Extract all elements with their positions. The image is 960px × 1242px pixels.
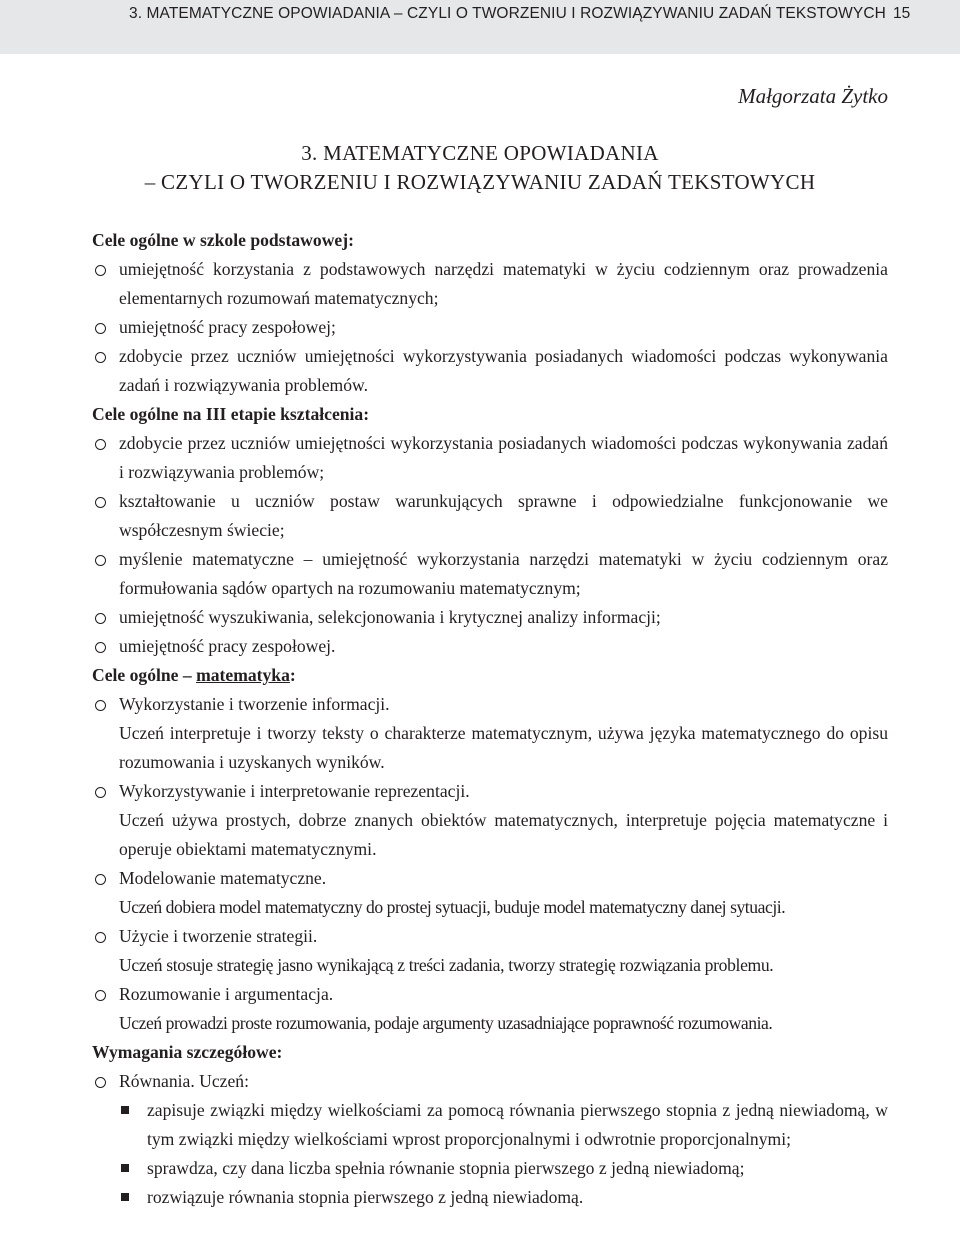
goal-description: Uczeń prowadzi proste rozumowania, podaje argumenty uzasadniające poprawność rozumowania. (119, 1013, 773, 1033)
square-bullet-icon (121, 1193, 129, 1201)
equations-sublist (92, 1096, 888, 1212)
section-heading-stage-goals: Cele ogólne na III etapie kształcenia: (92, 404, 370, 424)
circle-bullet-icon (95, 352, 106, 363)
circle-bullet-icon (95, 787, 106, 798)
list-item: zapisuje związki między wielkościami za pomocą równania pierwszego stopnia z jedną niewiadomą, w tym związki między wielkościami wprost proporcjonalnymi i odwrotnie proporcjonalnymi; (119, 1096, 888, 1154)
page-header (0, 0, 960, 54)
list-item: Wykorzystanie i tworzenie informacji. Uczeń interpretuje i tworzy teksty o charakterze matematycznym, używa języka matematycznego do opisu rozumowania i uzyskanych wyników. (92, 690, 888, 777)
running-header-title: 3. MATEMATYCZNE OPOWIADANIA – CZYLI O TWORZENIU I ROZWIĄZYWANIU ZADAŃ TEKSTOWYCH (129, 5, 886, 22)
list-item: umiejętność wyszukiwania, selekcjonowania i krytycznej analizy informacji; (92, 603, 888, 632)
list-item: rozwiązuje równania stopnia pierwszego z jedną niewiadomą. (119, 1183, 888, 1212)
section-heading-school-goals: Cele ogólne w szkole podstawowej: (92, 230, 354, 250)
circle-bullet-icon (95, 323, 106, 334)
list-item: zdobycie przez uczniów umiejętności wykorzystywania posiadanych wiadomości podczas wykonywania zadań i rozwiązywania problemów. (92, 342, 888, 400)
list-item: Rozumowanie i argumentacja. Uczeń prowadzi proste rozumowania, podaje argumenty uzasadniające poprawność rozumowania. (92, 980, 888, 1038)
circle-bullet-icon (95, 874, 106, 885)
section-heading-requirements: Wymagania szczegółowe: (92, 1042, 283, 1062)
goal-description: Uczeń dobiera model matematyczny do prostej sytuacji, buduje model matematyczny danej sytuacji. (119, 897, 786, 917)
stage-goals-list (92, 429, 888, 661)
chapter-title-line-2: – CZYLI O TWORZENIU I ROZWIĄZYWANIU ZADAŃ TEKSTOWYCH (144, 170, 816, 194)
circle-bullet-icon (95, 1077, 106, 1088)
list-item: sprawdza, czy dana liczba spełnia równanie stopnia pierwszego z jedną niewiadomą; (119, 1154, 888, 1183)
circle-bullet-icon (95, 642, 106, 653)
list-item: Wykorzystywanie i interpretowanie reprezentacji. Uczeń używa prostych, dobrze znanych obiektów matematycznych, interpretuje pojęcia matematyczne i operuje obiektami matematycznymi. (92, 777, 888, 864)
math-goals-list (92, 690, 888, 1038)
chapter-title-line-1: 3. MATEMATYCZNE OPOWIADANIA (301, 141, 659, 165)
section-heading-math-goals: Cele ogólne – matematyka: (92, 665, 296, 685)
list-item: umiejętność pracy zespołowej; (92, 313, 888, 342)
list-item: Równania. Uczeń: (92, 1067, 888, 1096)
circle-bullet-icon (95, 265, 106, 276)
school-goals-list (92, 255, 888, 400)
circle-bullet-icon (95, 439, 106, 450)
circle-bullet-icon (95, 555, 106, 566)
list-item: kształtowanie u uczniów postaw warunkujących sprawne i odpowiedzialne funkcjonowanie we współczesnym świecie; (92, 487, 888, 545)
circle-bullet-icon (95, 990, 106, 1001)
author-name: Małgorzata Żytko (738, 84, 888, 108)
list-item: umiejętność pracy zespołowej. (92, 632, 888, 661)
goal-description: Uczeń stosuje strategię jasno wynikającą z treści zadania, tworzy strategię rozwiązania problemu. (119, 955, 774, 975)
main-content (92, 226, 888, 1212)
goal-description: Uczeń interpretuje i tworzy teksty o charakterze matematycznym, używa języka matematycznego do opisu rozumowania i uzyskanych wyników. (119, 723, 888, 772)
circle-bullet-icon (95, 613, 106, 624)
list-item: Modelowanie matematyczne. Uczeń dobiera model matematyczny do prostej sytuacji, buduje model matematyczny danej sytuacji. (92, 864, 888, 922)
list-item: Użycie i tworzenie strategii. Uczeń stosuje strategię jasno wynikającą z treści zadania, tworzy strategię rozwiązania problemu. (92, 922, 888, 980)
circle-bullet-icon (95, 700, 106, 711)
list-item: umiejętność korzystania z podstawowych narzędzi matematyki w życiu codziennym oraz prowadzenia elementarnych rozumowań matematycznych; (92, 255, 888, 313)
square-bullet-icon (121, 1106, 129, 1114)
goal-description: Uczeń używa prostych, dobrze znanych obiektów matematycznych, interpretuje pojęcia matematyczne i operuje obiektami matematycznymi. (119, 810, 888, 859)
requirements-list (92, 1067, 888, 1096)
list-item: zdobycie przez uczniów umiejętności wykorzystania posiadanych wiadomości podczas wykonywania zadań i rozwiązywania problemów; (92, 429, 888, 487)
list-item: myślenie matematyczne – umiejętność wykorzystania narzędzi matematyki w życiu codziennym oraz formułowania sądów opartych na rozumowaniu matematycznym; (92, 545, 888, 603)
circle-bullet-icon (95, 497, 106, 508)
square-bullet-icon (121, 1164, 129, 1172)
circle-bullet-icon (95, 932, 106, 943)
page-number: 15 (893, 5, 911, 22)
